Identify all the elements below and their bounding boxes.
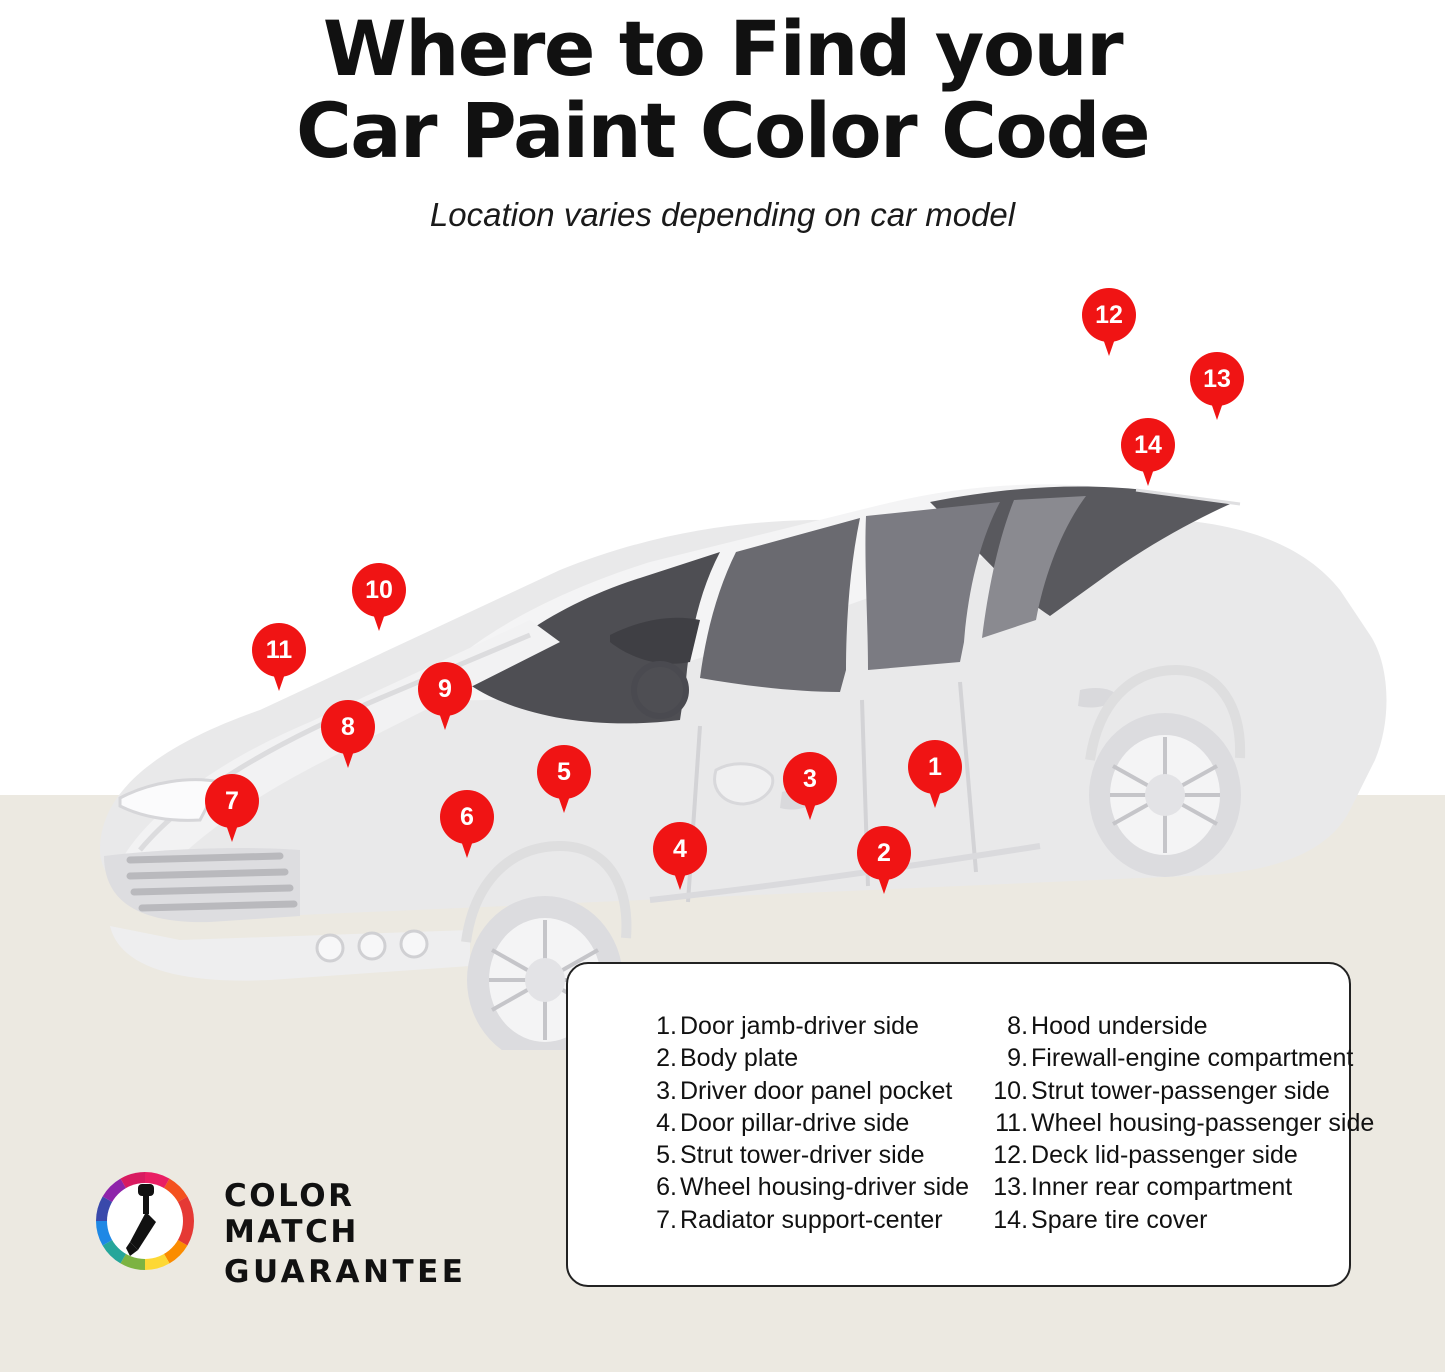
marker-pointer	[370, 605, 388, 631]
marker-8[interactable]	[321, 700, 375, 754]
legend-item-4-text: Door pillar-drive side	[680, 1108, 910, 1137]
car-illustration	[0, 290, 1445, 1050]
page-title-line1: Where to Find your	[322, 4, 1123, 93]
marker-6[interactable]	[440, 790, 494, 844]
legend-item-12-text: Deck lid-passenger side	[1031, 1141, 1298, 1169]
marker-pointer	[339, 742, 357, 768]
page-title-line2: Car Paint Color Code	[295, 86, 1150, 176]
brand-text	[224, 1178, 486, 1290]
marker-14-label: 14	[1134, 431, 1162, 459]
marker-12-label: 12	[1095, 301, 1123, 329]
marker-pointer	[801, 794, 819, 820]
page-title	[0, 0, 1445, 176]
legend-item-14-number: 14.	[993, 1205, 1029, 1234]
marker-pointer	[223, 816, 241, 842]
brand-badge	[86, 1162, 486, 1290]
page-subtitle: Location varies depending on car model	[429, 196, 1016, 234]
marker-10[interactable]	[352, 563, 406, 617]
legend-item-13-text: Inner rear compartment	[1031, 1173, 1293, 1202]
marker-1[interactable]	[908, 740, 962, 794]
legend-item-9	[991, 1042, 1374, 1074]
legend-item-6-number: 6.	[656, 1173, 677, 1202]
marker-13[interactable]	[1190, 352, 1244, 406]
legend-item-5-number: 5.	[656, 1141, 677, 1169]
header	[0, 0, 1445, 234]
marker-12[interactable]	[1082, 288, 1136, 342]
legend-item-8-number: 8.	[1007, 1012, 1029, 1040]
legend-box	[566, 962, 1375, 1287]
brand-line2: GUARANTEE	[224, 1254, 467, 1290]
legend-item-8-text: Hood underside	[1031, 1012, 1208, 1040]
legend-item-11-number: 11.	[995, 1108, 1029, 1137]
color-wheel-icon	[86, 1162, 204, 1280]
marker-4-label: 4	[673, 835, 687, 863]
legend-item-1	[640, 1010, 969, 1042]
marker-5-label: 5	[557, 758, 571, 786]
legend-item-6	[640, 1171, 969, 1203]
legend-item-7-number: 7.	[656, 1205, 677, 1234]
legend-item-11	[991, 1107, 1374, 1139]
legend-item-10	[991, 1075, 1374, 1107]
legend-item-14-text: Spare tire cover	[1031, 1205, 1208, 1234]
legend-item-14	[991, 1204, 1374, 1236]
legend-item-12	[991, 1139, 1374, 1171]
marker-pointer	[875, 868, 893, 894]
marker-4[interactable]	[653, 822, 707, 876]
marker-13-label: 13	[1203, 365, 1231, 393]
marker-9[interactable]	[418, 662, 472, 716]
legend-item-4	[640, 1107, 969, 1139]
legend-item-8	[991, 1010, 1374, 1042]
legend-item-4-number: 4.	[656, 1108, 677, 1137]
legend-item-11-text: Wheel housing-passenger side	[1031, 1108, 1375, 1137]
marker-1-label: 1	[928, 753, 942, 781]
legend-item-2-text: Body plate	[680, 1044, 799, 1073]
marker-11[interactable]	[252, 623, 306, 677]
legend-item-3-number: 3.	[656, 1076, 677, 1105]
marker-11-label: 11	[265, 636, 293, 664]
legend-item-12-number: 12.	[993, 1141, 1029, 1169]
legend-item-7-text: Radiator support-center	[680, 1205, 943, 1234]
marker-pointer	[436, 704, 454, 730]
marker-pointer	[270, 665, 288, 691]
legend-item-1-text: Door jamb-driver side	[680, 1012, 919, 1040]
legend-item-5	[640, 1139, 969, 1171]
marker-10-label: 10	[365, 576, 393, 604]
marker-7-label: 7	[225, 787, 239, 815]
legend-item-13-number: 13.	[993, 1173, 1029, 1202]
marker-9-label: 9	[438, 675, 452, 703]
legend-item-7	[640, 1204, 969, 1236]
marker-2-label: 2	[877, 839, 891, 867]
legend-item-9-number: 9.	[1007, 1044, 1029, 1073]
legend-item-2	[640, 1042, 969, 1074]
legend-item-5-text: Strut tower-driver side	[680, 1141, 925, 1169]
marker-pointer	[926, 782, 944, 808]
marker-3[interactable]	[783, 752, 837, 806]
marker-pointer	[671, 864, 689, 890]
legend-column-right	[969, 1010, 1374, 1285]
marker-2[interactable]	[857, 826, 911, 880]
legend-item-13	[991, 1171, 1374, 1203]
marker-pointer	[555, 787, 573, 813]
legend-item-10-number: 10.	[993, 1076, 1029, 1105]
marker-5[interactable]	[537, 745, 591, 799]
marker-7[interactable]	[205, 774, 259, 828]
legend-item-1-number: 1.	[656, 1012, 677, 1040]
legend-item-2-number: 2.	[656, 1044, 677, 1073]
marker-3-label: 3	[803, 765, 817, 793]
legend-item-3-text: Driver door panel pocket	[680, 1076, 953, 1105]
marker-pointer	[1208, 394, 1226, 420]
marker-pointer	[458, 832, 476, 858]
marker-6-label: 6	[460, 803, 474, 831]
marker-pointer	[1139, 460, 1157, 486]
marker-8-label: 8	[341, 713, 355, 741]
marker-pointer	[1100, 330, 1118, 356]
marker-14[interactable]	[1121, 418, 1175, 472]
legend-item-3	[640, 1075, 969, 1107]
legend-item-6-text: Wheel housing-driver side	[680, 1173, 970, 1202]
legend-column-left	[568, 1010, 969, 1285]
legend-item-10-text: Strut tower-passenger side	[1031, 1076, 1330, 1105]
brand-line1: COLOR MATCH	[224, 1178, 359, 1250]
legend-item-9-text: Firewall-engine compartment	[1031, 1044, 1354, 1073]
